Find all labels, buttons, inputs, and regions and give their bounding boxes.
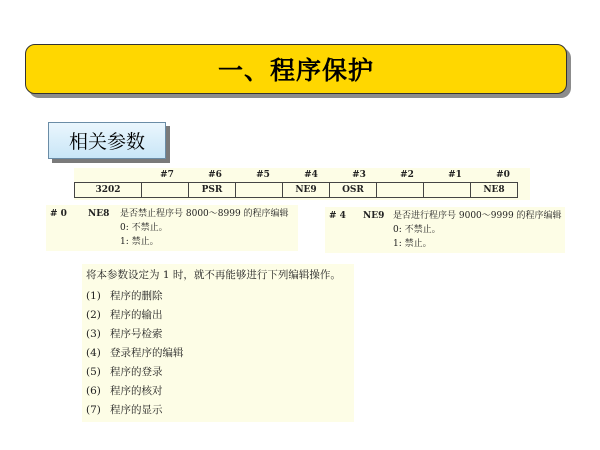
section-title: 相关参数 xyxy=(68,131,145,153)
list-item-number: (6) xyxy=(86,385,101,397)
list-item-text: 程序的输出 xyxy=(110,309,163,321)
list-item xyxy=(86,402,163,417)
ne9-bit-number: # 4 xyxy=(329,211,346,221)
section-label xyxy=(48,122,166,159)
ne9-text: 是否进行程序号 9000～9999 的程序编辑 xyxy=(393,211,562,221)
operations-list xyxy=(82,264,354,422)
list-item-number: (4) xyxy=(86,347,101,359)
list-item-number: (5) xyxy=(86,366,101,378)
bit-header-1: #1 xyxy=(448,170,462,180)
list-item-text: 登录程序的编辑 xyxy=(110,347,184,359)
bit-cell-6: PSR xyxy=(188,182,236,198)
bit-header-0: #0 xyxy=(496,170,510,180)
ne9-option-0: 0: 不禁止。 xyxy=(393,225,441,235)
ne8-description xyxy=(46,205,298,251)
bit-cell-5 xyxy=(235,182,283,198)
ne9-option-1: 1: 禁止。 xyxy=(393,239,432,249)
ne9-name: NE9 xyxy=(363,211,385,221)
list-item xyxy=(86,364,163,379)
bit-header-5: #5 xyxy=(256,170,270,180)
page-title: 一、程序保护 xyxy=(217,56,374,85)
bit-cell-2 xyxy=(376,182,424,198)
list-item-number: (7) xyxy=(86,404,101,416)
bit-cell-7 xyxy=(141,182,189,198)
bit-header-row xyxy=(143,168,527,182)
bit-cell-3: OSR xyxy=(329,182,377,198)
param-number-cell: 3202 xyxy=(74,182,142,198)
list-item-number: (3) xyxy=(86,328,101,340)
ne8-text: 是否禁止程序号 8000～8999 的程序编辑 xyxy=(120,209,289,219)
bit-cell-4: NE9 xyxy=(282,182,330,198)
ne9-description xyxy=(325,207,565,253)
bit-header-7: #7 xyxy=(160,170,174,180)
list-item xyxy=(86,326,163,341)
list-item-number: (1) xyxy=(86,290,101,302)
bit-header-4: #4 xyxy=(304,170,318,180)
bit-cell-1 xyxy=(423,182,471,198)
list-item xyxy=(86,288,163,303)
list-item-number: (2) xyxy=(86,309,101,321)
operations-intro: 将本参数设定为 1 时，就不再能够进行下列编辑操作。 xyxy=(86,269,341,281)
list-item-text: 程序的登录 xyxy=(110,366,163,378)
list-item xyxy=(86,307,163,322)
bit-value-row xyxy=(142,182,527,198)
bit-header-3: #3 xyxy=(352,170,366,180)
ne8-option-1: 1: 禁止。 xyxy=(120,237,159,247)
title-banner xyxy=(25,44,567,94)
bit-header-2: #2 xyxy=(400,170,414,180)
bit-header-6: #6 xyxy=(208,170,222,180)
list-item xyxy=(86,345,184,360)
list-item-text: 程序的核对 xyxy=(110,385,163,397)
ne8-name: NE8 xyxy=(88,209,110,219)
list-item-text: 程序号检索 xyxy=(110,328,163,340)
list-item-text: 程序的删除 xyxy=(110,290,163,302)
bit-cell-0: NE8 xyxy=(470,182,518,198)
ne8-option-0: 0: 不禁止。 xyxy=(120,223,168,233)
ne8-bit-number: # 0 xyxy=(50,209,67,219)
list-item-text: 程序的显示 xyxy=(110,404,163,416)
list-item xyxy=(86,383,163,398)
